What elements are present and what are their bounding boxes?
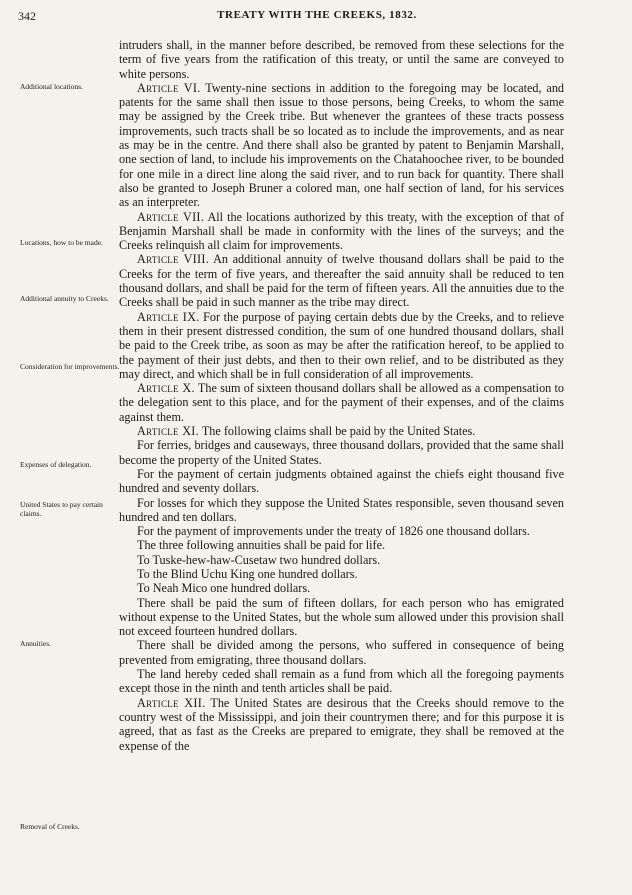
claim-paragraph: For the payment of improvements under the treaty of 1826 one thousand dollars. (137, 524, 530, 539)
annuity-line: To Tuske-hew-haw-Cusetaw two hundred dollars. (137, 552, 381, 567)
article-label: Article VII. (137, 209, 205, 224)
article-label: Article X. (137, 381, 195, 396)
running-head: TREATY WITH THE CREEKS, 1832. (217, 9, 417, 21)
page-header (18, 9, 616, 25)
article-x: Article X. The sum of sixteen thousand dollars shall be allowed as a compensation to the delegation sent to this place, and for the payment of their expenses, and of the claims against them. (119, 381, 564, 424)
article-label: Article XI. (137, 424, 200, 439)
paragraph: intruders shall, in the manner before described, be removed from these selections for the term of five years from the ratification of this treaty, or until the same are conveyed to white persons. (119, 38, 564, 81)
annuity-line: The three following annuities shall be paid for life. (137, 538, 386, 553)
claim-paragraph: For ferries, bridges and causeways, three thousand dollars, provided that the same shall become the property of the United States. (119, 438, 564, 467)
article-label: Article XII. (137, 695, 206, 710)
article-xii: Article XII. The United States are desirous that the Creeks should remove to the country west of the Mississippi, and join their countrymen there; and for this purpose it is agreed, that as fast as the Creeks are prepared to emigrate, they shall be removed at the expense of the (119, 695, 565, 753)
page-number: 342 (18, 9, 36, 23)
annuity-line: To Neah Mico one hundred dollars. (137, 581, 311, 596)
margin-note: Expenses of delegation. (20, 460, 92, 469)
treaty-text (119, 38, 564, 753)
claim-paragraph: For the payment of certain judgments obtained against the chiefs eight thousand five hundred and seventy dollars. (119, 466, 564, 496)
article-label: Article VI. (137, 80, 201, 95)
article-vii: Article VII. All the locations authorized by this treaty, with the exception of that of Benjamin Marshall shall be made in conformity with the lines of the surveys; and the Creeks relinquish all claim for improvements. (119, 209, 565, 253)
annuity-line: To the Blind Uchu King one hundred dollars. (137, 566, 358, 581)
article-viii: Article VIII. An additional annuity of twelve thousand dollars shall be paid to the Creeks for the term of five years, and thereafter the said annuity shall be reduced to ten thousand dollars, and shall be paid for the term of fifteen years. All the annuities due to the Creeks shall be paid in such manner as the tribe may direct. (119, 252, 564, 310)
margin-note: Additional locations. (20, 82, 83, 91)
margin-note: Additional annuity to Creeks. (20, 294, 109, 303)
article-xi: Article XI. The following claims shall be paid by the United States. (137, 424, 476, 439)
article-label: Article VIII. (137, 252, 210, 267)
margin-note: Consideration for improvements. (20, 362, 120, 371)
payment-paragraph: There shall be paid the sum of fifteen dollars, for each person who has emigrated without expense to the United States, but the whole sum allowed under this provision shall not exceed fourteen hundred dollars. (119, 595, 564, 639)
margin-note: Removal of Creeks. (20, 822, 80, 831)
claim-paragraph: For losses for which they suppose the United States responsible, seven thousand seven hundred and ten dollars. (119, 495, 564, 524)
payment-paragraph: There shall be divided among the persons, who suffered in consequence of being prevented from emigrating, three thousand dollars. (119, 638, 564, 667)
article-ix: Article IX. For the purpose of paying certain debts due by the Creeks, and to relieve them in their present distressed condition, the sum of one hundred thousand dollars, shall be paid to the Creek tribe, as soon as may be after the ratification hereof, to be applied to the payment of their just debts, and then to their own relief, and to be distributed as they may direct, and which shall be in full consideration of all improvements. (119, 309, 564, 381)
article-label: Article IX. (137, 309, 200, 324)
payment-paragraph: The land hereby ceded shall remain as a fund from which all the foregoing payments except those in the ninth and tenth articles shall be paid. (119, 667, 564, 696)
margin-note: United States to pay certain claims. (20, 500, 103, 518)
margin-note: Annuities. (20, 639, 52, 648)
margin-note: Locations, how to be made. (20, 238, 103, 247)
article-vi: Article VI. Twenty-nine sections in addition to the foregoing may be located, and patents for the same shall then issue to those persons, being Creeks, to whom the same may be assigned by the Creek tribe. But whenever the grantees of these tracts possess improvements, such tracts shall be so located as to include the improvements, and as near as may be in the centre. And there shall also be granted by patent to Benjamin Marshall, one section of land, to include his improvements on the Chatahoochee river, to be bounded for one mile in a direct line along the said river, and to run back for quantity. There shall also be granted to Joseph Bruner a colored man, one half section of land, for his services as an interpreter. (119, 80, 565, 210)
